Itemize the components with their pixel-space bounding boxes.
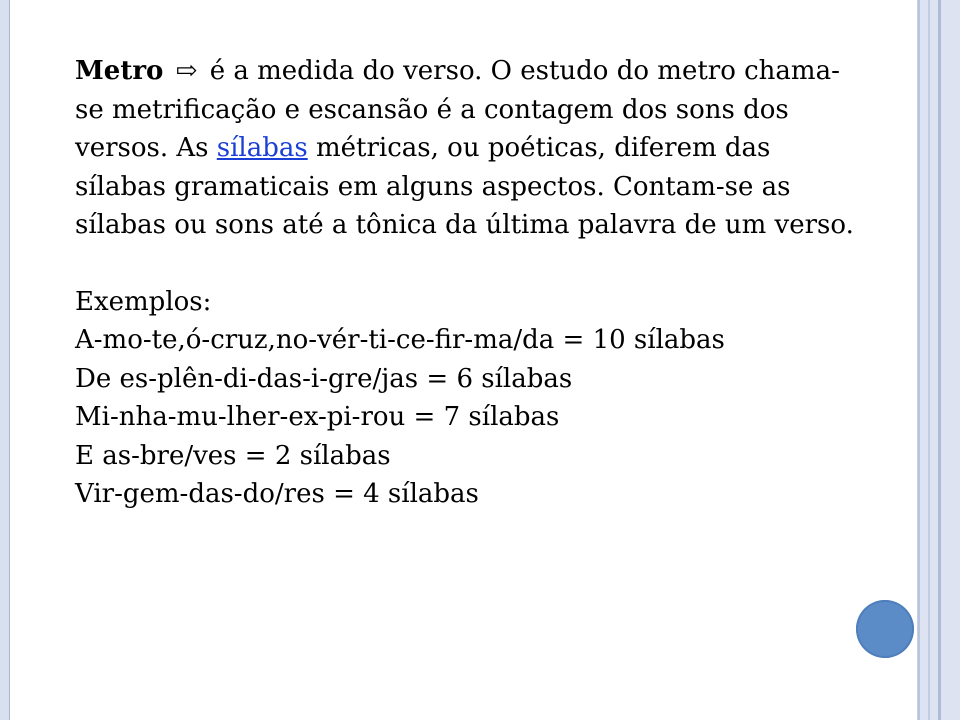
example-line: Mi-nha-mu-lher-ex-pi-rou = 7 sílabas	[75, 402, 560, 432]
paragraph-spacer	[75, 245, 865, 283]
right-frame-border	[918, 0, 960, 720]
arrow-right-icon: ⇨	[175, 56, 198, 86]
definition-text-end: métricas, ou poéticas, diferem das sílabas gramaticais em alguns aspectos. Contam-se as sílabas ou sons até a tônica da última palavra de um verso.	[75, 133, 854, 240]
left-frame-border	[0, 0, 12, 720]
example-line: E as-bre/ves = 2 sílabas	[75, 440, 391, 471]
example-line: De es-plên-di-das-i-gre/jas = 6 sílabas	[75, 363, 573, 394]
example-line: A-mo-te,ó-cruz,no-vér-ti-ce-fir-ma/da = 10 sílabas	[75, 325, 725, 355]
definition-paragraph	[75, 52, 865, 245]
decorative-circle	[856, 600, 914, 658]
definition-text-start: é a medida do verso. O estudo do metro chama-se metrificação e escansão é a contagem dos sons dos versos. As	[75, 56, 840, 163]
slide-content	[75, 52, 865, 514]
example-line: Vir-gem-das-do/res = 4 sílabas	[75, 479, 479, 509]
silabas-link[interactable]: sílabas	[216, 133, 308, 163]
examples-heading: Exemplos:	[75, 286, 212, 317]
term-metro: Metro	[75, 56, 164, 86]
